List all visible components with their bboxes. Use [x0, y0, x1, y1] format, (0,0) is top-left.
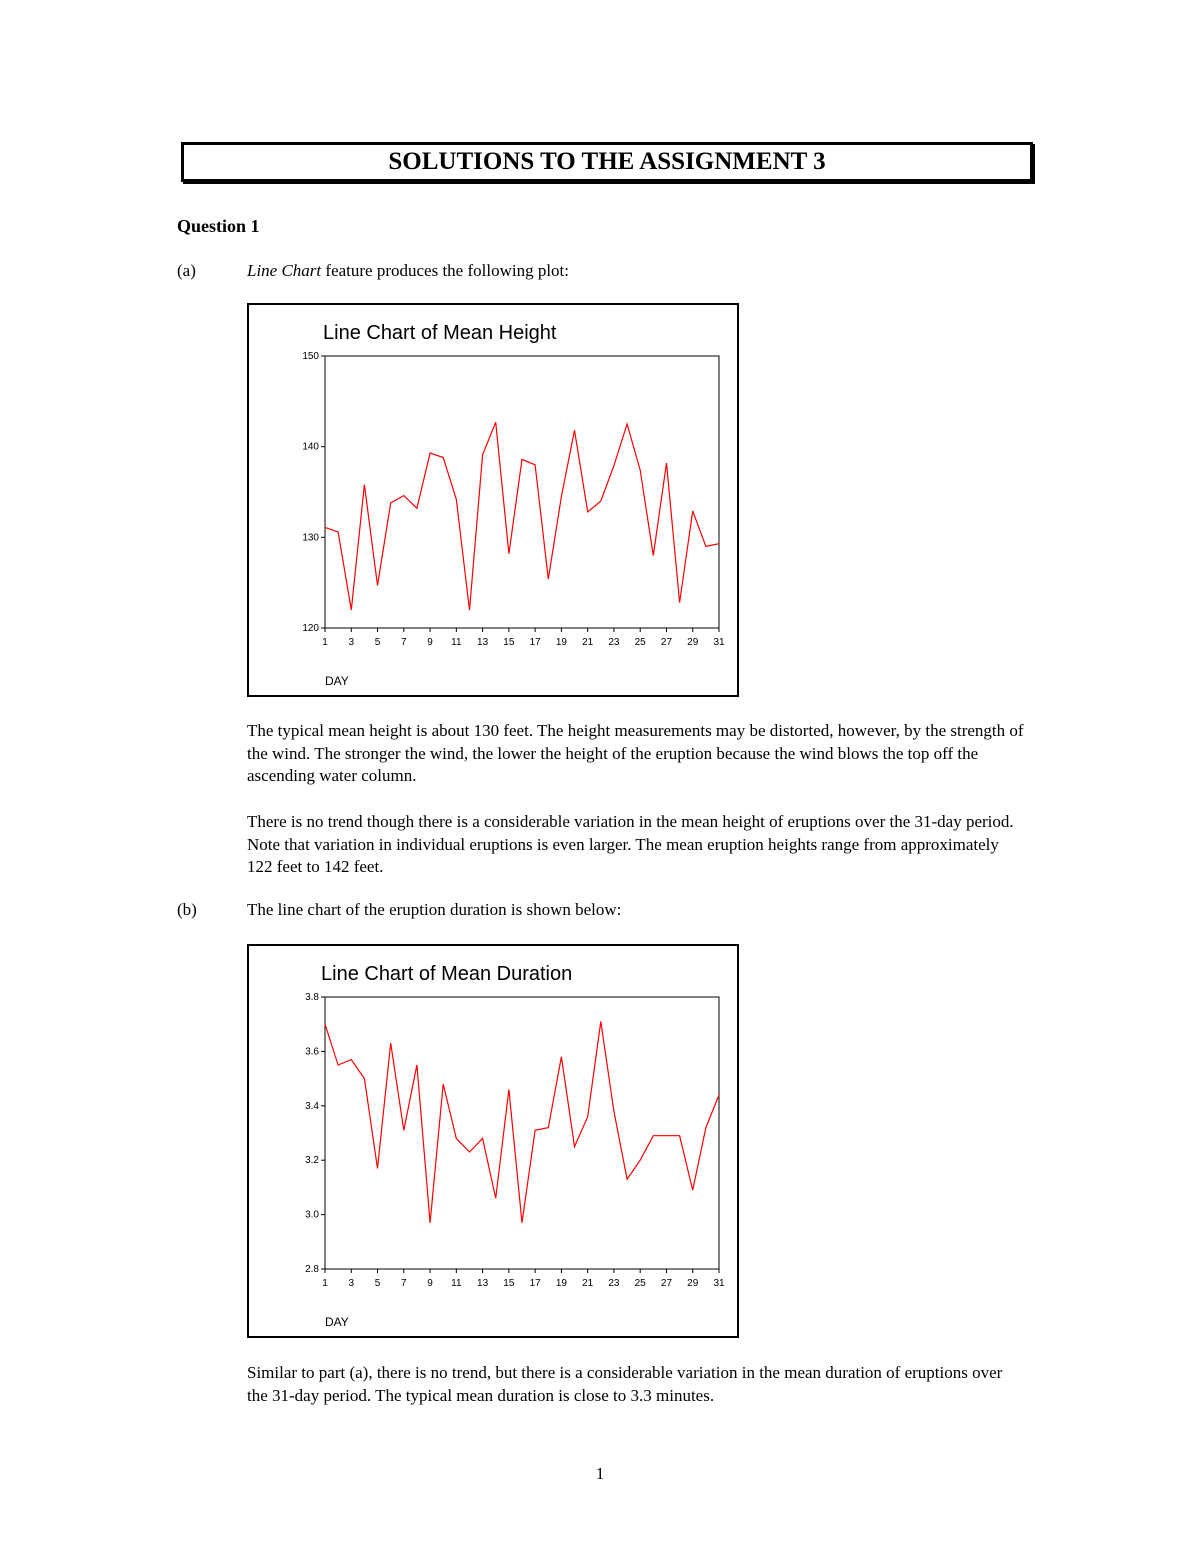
height-x-tick-label: 29: [687, 637, 699, 648]
height-x-tick-label: 25: [634, 637, 646, 648]
duration-y-tick-label: 3.4: [305, 1100, 319, 1112]
duration-y-tick-label: 2.8: [305, 1264, 319, 1275]
document-title: SOLUTIONS TO THE ASSIGNMENT 3: [388, 148, 826, 175]
duration-x-tick-label: 23: [608, 1278, 620, 1289]
height-x-tick-label: 13: [477, 637, 489, 648]
part-a-paragraph-1: The typical mean height is about 130 feet. The height measurements may be distorted, however, by the strength of the wind. The stronger the wind, the lower the height of the eruption because the wind blows the top off the ascending water column.: [247, 721, 1024, 785]
part-b-paragraph-1: Similar to part (a), there is no trend, but there is a considerable variation in the mean duration of eruptions over the 31-day period. The typical mean duration is close to 3.3 minutes.: [247, 1363, 1003, 1405]
duration-x-tick-label: 13: [477, 1278, 489, 1289]
duration-line-chart: [249, 946, 741, 1340]
duration-x-tick-label: 3: [348, 1278, 355, 1289]
duration-x-tick-label: 27: [660, 1278, 673, 1289]
duration-x-tick-label: 5: [374, 1278, 381, 1289]
height-chart-title: Line Chart of Mean Height: [323, 322, 557, 344]
part-a-intro: [247, 260, 1027, 283]
duration-y-tick-label: 3.0: [305, 1209, 319, 1221]
part-a-paragraph-2: There is no trend though there is a considerable variation in the mean height of eruptions over the 31-day period. Note that variation in individual eruptions is even larger. The mean eruption heights range from approximately 122 feet to 142 feet.: [247, 812, 1014, 876]
part-b-intro: The line chart of the eruption duration is shown below:: [247, 900, 622, 919]
duration-x-tick-label: 29: [687, 1278, 699, 1289]
duration-series-line: [325, 1022, 719, 1223]
duration-x-tick-label: 11: [451, 1278, 462, 1289]
height-x-tick-label: 15: [503, 637, 515, 648]
duration-x-tick-label: 25: [634, 1278, 646, 1289]
height-line-chart: [249, 305, 741, 699]
page-number: 1: [595, 1464, 605, 1483]
height-x-tick-label: 1: [322, 637, 328, 648]
duration-x-tick-label: 21: [582, 1278, 594, 1289]
height-y-tick-label: 150: [302, 351, 319, 362]
duration-x-tick-label: 1: [322, 1278, 328, 1289]
height-x-tick-label: 21: [582, 637, 594, 648]
height-y-tick-label: 120: [302, 623, 319, 634]
duration-x-tick-label: 17: [529, 1278, 541, 1289]
height-x-tick-label: 11: [451, 637, 462, 648]
height-y-tick-label: 140: [302, 441, 319, 453]
height-x-tick-label: 5: [374, 637, 381, 648]
duration-y-tick-label: 3.8: [305, 992, 319, 1003]
height-x-tick-label: 31: [713, 637, 725, 648]
duration-x-axis-label: DAY: [325, 1315, 349, 1329]
part-b-marker: (b): [177, 900, 197, 919]
height-plot-area: [325, 356, 719, 628]
height-x-tick-label: 23: [608, 637, 620, 648]
duration-chart-frame: [247, 944, 739, 1338]
duration-y-tick-label: 3.6: [305, 1046, 319, 1058]
document-title-box: [181, 142, 1033, 182]
duration-x-tick-label: 7: [401, 1278, 407, 1289]
part-a-intro-emphasis: Line Chart: [247, 261, 322, 280]
duration-chart-title: Line Chart of Mean Duration: [321, 963, 573, 985]
part-a-marker: (a): [177, 261, 196, 280]
height-x-tick-label: 7: [401, 637, 407, 648]
height-x-axis-label: DAY: [325, 674, 349, 688]
duration-x-tick-label: 9: [427, 1278, 433, 1289]
height-x-tick-label: 19: [555, 637, 567, 648]
duration-x-tick-label: 31: [713, 1278, 725, 1289]
question-heading: Question 1: [177, 216, 260, 236]
height-x-tick-label: 27: [660, 637, 673, 648]
duration-plot-area: [325, 997, 719, 1269]
height-series-line: [325, 422, 719, 610]
height-x-tick-label: 3: [348, 637, 355, 648]
height-x-tick-label: 17: [529, 637, 541, 648]
height-y-tick-label: 130: [302, 532, 319, 544]
duration-y-tick-label: 3.2: [305, 1155, 319, 1167]
duration-x-tick-label: 19: [555, 1278, 567, 1289]
height-chart-frame: [247, 303, 739, 697]
duration-x-tick-label: 15: [503, 1278, 515, 1289]
height-x-tick-label: 9: [427, 637, 433, 648]
part-a-intro-rest: feature produces the following plot:: [321, 261, 570, 280]
